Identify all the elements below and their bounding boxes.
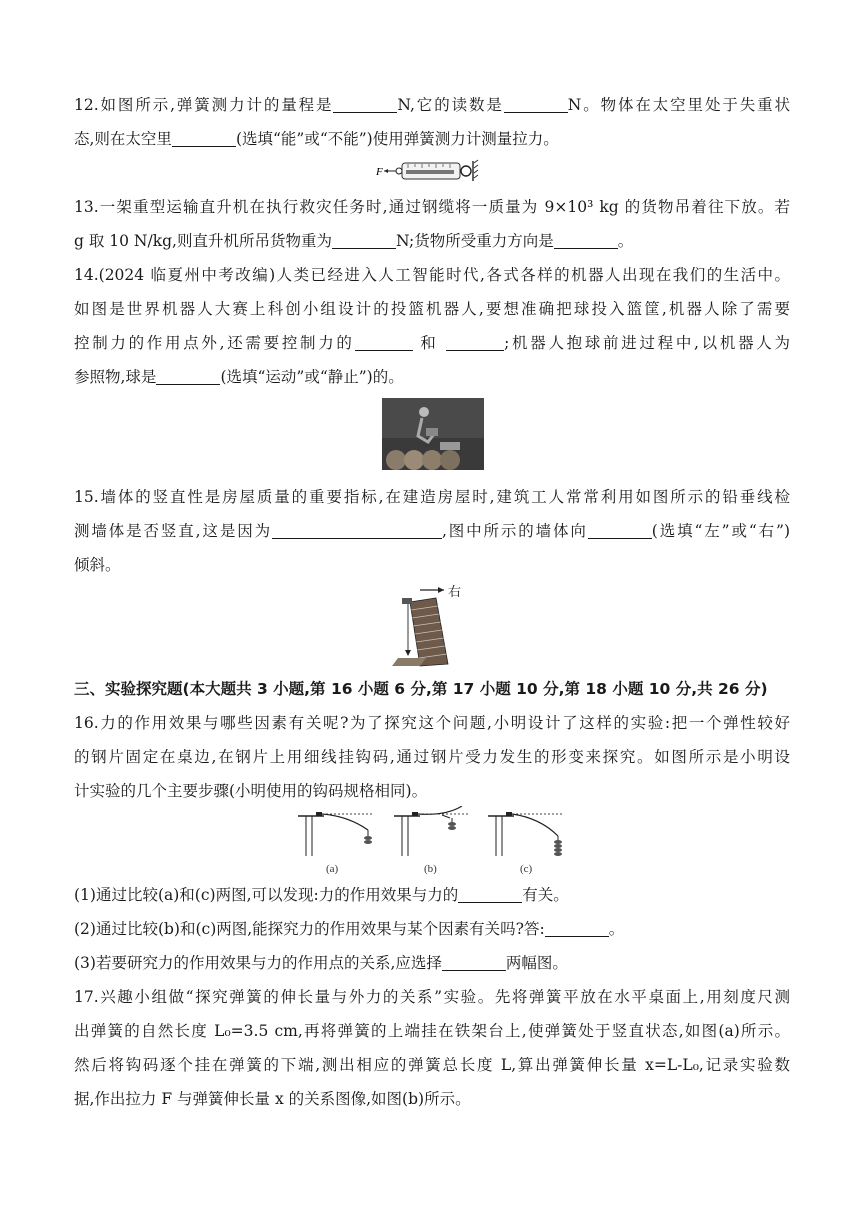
q13-text: 13.一架重型运输直升机在执行救灾任务时,通过钢缆将一质量为 9×10³ kg 的货物吊着往下放。若: [74, 198, 790, 216]
q15-text: ,图中所示的墙体向: [441, 522, 588, 540]
q12-line-2: [74, 128, 790, 150]
q16-text: 16.力的作用效果与哪些因素有关呢?为了探究这个问题,小明设计了这样的实验:把一个弹性较好: [74, 714, 790, 732]
q16-text: (2)通过比较(b)和(c)两图,能探究力的作用效果与某个因素有关吗?答:: [74, 920, 545, 938]
steel-strip-figures: [296, 806, 566, 876]
q15-text: (选填“左”或“右”): [651, 522, 790, 540]
q13-text: N;货物所受重力方向是: [395, 232, 554, 250]
q16-step-2: [74, 918, 790, 940]
force-label: F: [376, 166, 383, 178]
q16-step-3: [74, 952, 790, 974]
caption-b: (b): [424, 863, 437, 875]
q15-blank-tilt[interactable]: [588, 522, 652, 539]
q12-blank-range[interactable]: [333, 96, 397, 113]
q17-text: 出弹簧的自然长度 L₀=3.5 cm,再将弹簧的上端挂在铁架台上,使弹簧处于竖直状态,如图(a)所示。: [74, 1022, 790, 1040]
q14-line-2: [74, 298, 790, 320]
q16-text: (3)若要研究力的作用效果与力的作用点的关系,应选择: [74, 954, 442, 972]
q12-text: 态,则在太空里: [74, 130, 172, 148]
caption-c: (c): [520, 863, 533, 875]
q13-line-2: [74, 230, 790, 252]
q17-line-1: [74, 986, 790, 1008]
q14-text: (选填“运动”或“静止”)的。: [220, 368, 404, 386]
q12-text: N,它的读数是: [397, 96, 504, 114]
q16-line-3: [74, 780, 790, 802]
caption-a: (a): [326, 863, 339, 875]
q16-blank-2[interactable]: [545, 920, 609, 937]
q17-line-3: [74, 1054, 790, 1076]
figure-c: [488, 812, 564, 875]
q12-text: N。物体在太空里处于失重状: [567, 96, 790, 114]
q12-blank-can-use[interactable]: [172, 130, 236, 147]
section-3-heading: 三、实验探究题(本大题共 3 小题,第 16 小题 6 分,第 17 小题 10 分,第 18 小题 10 分,共 26 分): [74, 680, 768, 698]
plumb-line-figure: [392, 582, 476, 668]
q15-line-1: [74, 486, 790, 508]
q14-line-4: [74, 366, 790, 388]
q14-blank-motion[interactable]: [156, 368, 220, 385]
q16-text: 。: [608, 920, 625, 938]
q12-text: 12.如图所示,弹簧测力计的量程是: [74, 96, 334, 114]
q15-line-3: [74, 554, 790, 576]
q17-text: 据,作出拉力 F 与弹簧伸长量 x 的关系图像,如图(b)所示。: [74, 1090, 471, 1108]
q14-text: 和: [420, 334, 439, 352]
q16-blank-1[interactable]: [458, 886, 522, 903]
figure-a: [298, 812, 374, 875]
q17-line-4: [74, 1088, 790, 1110]
q16-step-1: [74, 884, 790, 906]
q17-text: 然后将钩码逐个挂在弹簧的下端,测出相应的弹簧总长度 L,算出弹簧伸长量 x=L-L₀,记录实验数: [74, 1056, 790, 1074]
q14-text: 14.(2024 临夏州中考改编)人类已经进入人工智能时代,各式各样的机器人出现在我们的生活中。: [74, 266, 790, 284]
q15-text: 测墙体是否竖直,这是因为: [74, 522, 272, 540]
q12-line-1: [74, 94, 790, 116]
q14-text: 参照物,球是: [74, 368, 157, 386]
q14-text: 控制力的作用点外,还需要控制力的: [74, 334, 355, 352]
q15-text: 倾斜。: [74, 556, 121, 574]
q16-text: (1)通过比较(a)和(c)两图,可以发现:力的作用效果与力的: [74, 886, 459, 904]
q13-text: 。: [617, 232, 634, 250]
q16-text: 的钢片固定在桌边,在钢片上用细线挂钩码,通过钢片受力发生的形变来探究。如图所示是小明设: [74, 748, 790, 766]
q13-blank-weight[interactable]: [332, 232, 396, 249]
q13-line-1: [74, 196, 790, 218]
robot-photo: [382, 398, 484, 470]
q16-line-1: [74, 712, 790, 734]
q16-blank-3[interactable]: [442, 954, 506, 971]
q16-line-2: [74, 746, 790, 768]
spring-scale-figure: [374, 158, 486, 184]
q15-line-2: [74, 520, 790, 542]
q12-blank-reading[interactable]: [504, 96, 568, 113]
q14-text: ;机器人抱球前进过程中,以机器人为: [504, 334, 790, 352]
q14-text: 如图是世界机器人大赛上科创小组设计的投篮机器人,要想准确把球投入篮筐,机器人除了需要: [74, 300, 790, 318]
q14-line-3: [74, 332, 790, 354]
q16-text: 有关。: [522, 886, 569, 904]
q15-text: 15.墙体的竖直性是房屋质量的重要指标,在建造房屋时,建筑工人常常利用如图所示的铅垂线检: [74, 488, 790, 506]
direction-label: 右: [448, 584, 462, 599]
q14-blank-magnitude[interactable]: [355, 334, 413, 351]
q13-blank-direction[interactable]: [554, 232, 618, 249]
q17-line-2: [74, 1020, 790, 1042]
q14-line-1: [74, 264, 790, 286]
figure-b: [394, 806, 468, 875]
q12-text: (选填“能”或“不能”)使用弹簧测力计测量拉力。: [235, 130, 559, 148]
q14-blank-direction[interactable]: [446, 334, 504, 351]
q16-text: 计实验的几个主要步骤(小明使用的钩码规格相同)。: [74, 782, 428, 800]
q17-text: 17.兴趣小组做“探究弹簧的伸长量与外力的关系”实验。先将弹簧平放在水平桌面上,用刻度尺测: [74, 988, 790, 1006]
q16-text: 两幅图。: [505, 954, 568, 972]
q15-blank-reason[interactable]: [272, 522, 442, 539]
q13-text: g 取 10 N/kg,则直升机所吊货物重为: [74, 232, 332, 250]
